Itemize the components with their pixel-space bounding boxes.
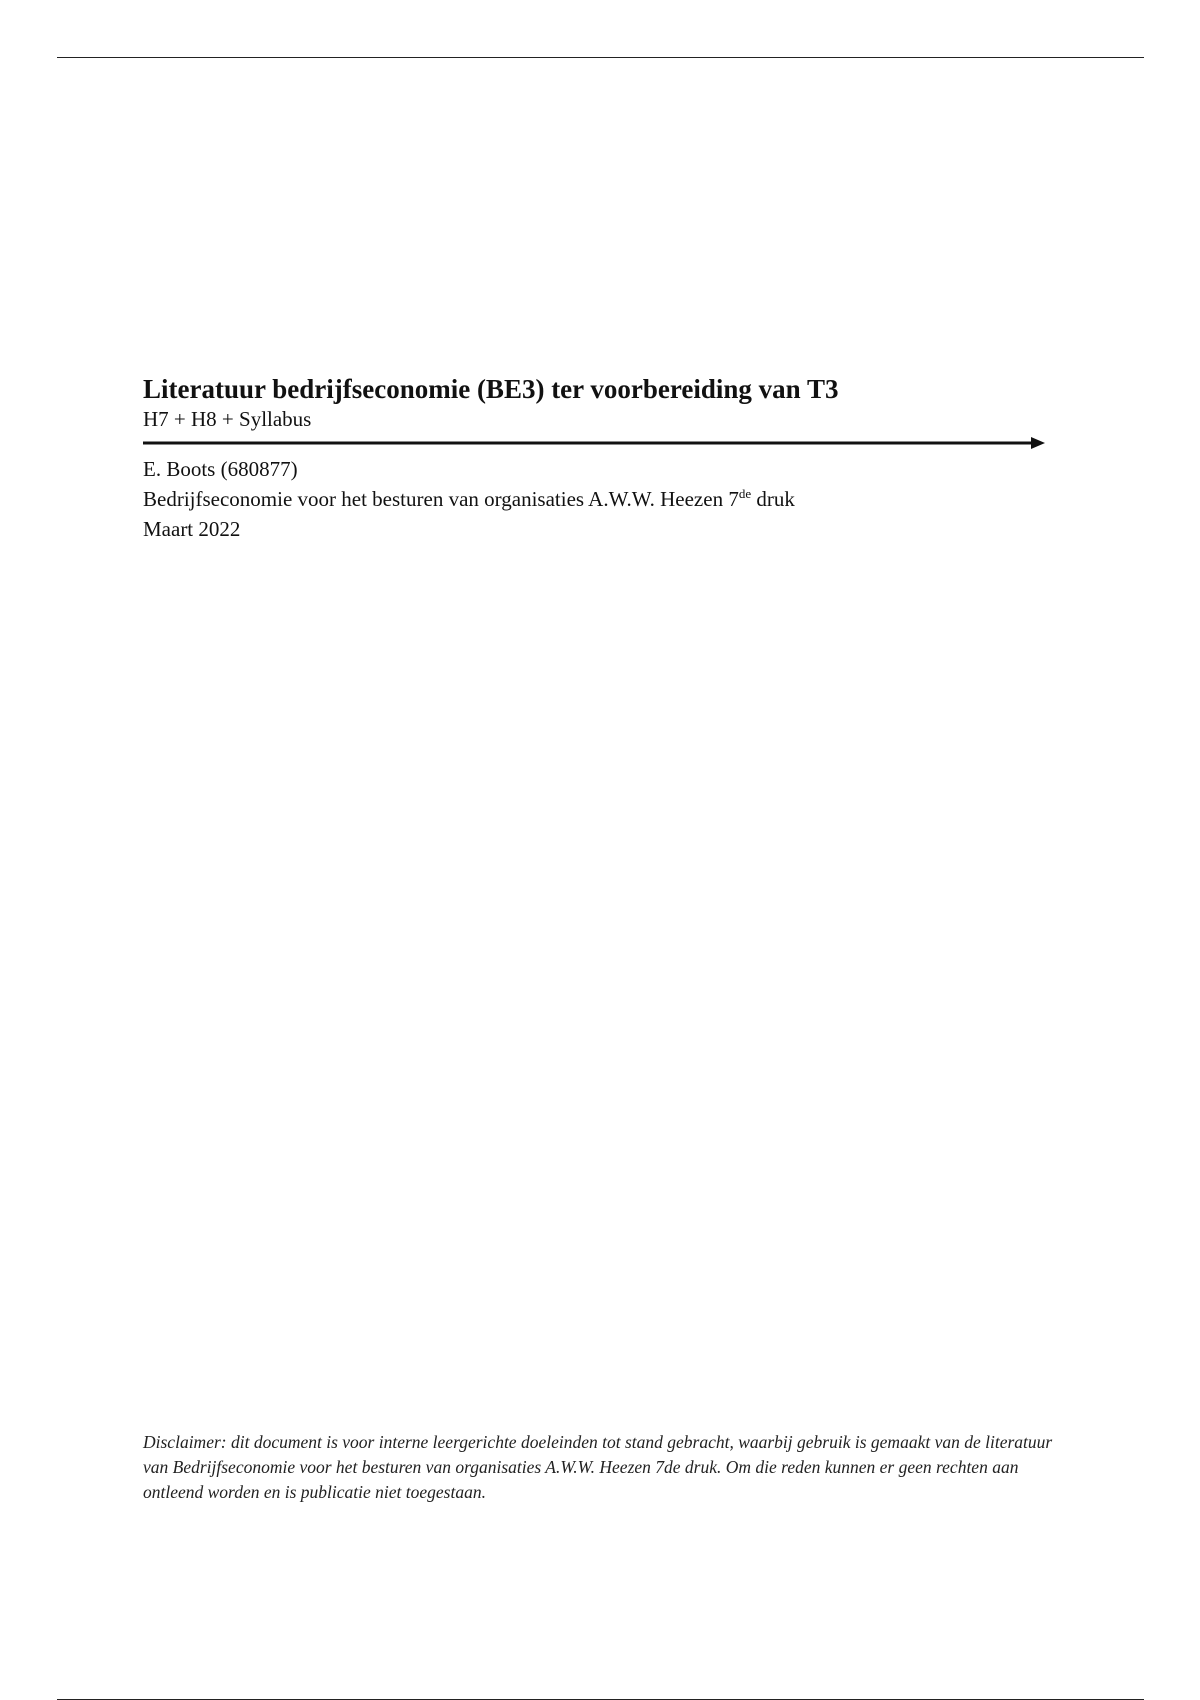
title-block [143, 372, 1063, 432]
disclaimer-text: Disclaimer: dit document is voor interne leergerichte doeleinden tot stand gebracht, waarbij gebruik is gemaakt van de literatuur van Bedrijfseconomie voor het besturen van organisaties A.W.W. Heezen 7de druk. Om die reden kunnen er geen rechten aan ontleend worden en is publicatie niet toegestaan. [143, 1432, 1053, 1502]
source-text: Bedrijfseconomie voor het besturen van organisaties A.W.W. Heezen 7 [143, 487, 739, 511]
document-subtitle: H7 + H8 + Syllabus [143, 407, 312, 431]
source-suffix: druk [751, 487, 795, 511]
document-title: Literatuur bedrijfseconomie (BE3) ter voorbereiding van T3 [143, 374, 839, 404]
document-meta [143, 454, 1103, 544]
date-line: Maart 2022 [143, 517, 241, 541]
author-line: E. Boots (680877) [143, 457, 298, 481]
page-top-rule [57, 57, 1144, 58]
title-arrow-divider [143, 433, 1045, 453]
edition-superscript: de [738, 486, 752, 501]
source-line [143, 484, 1103, 514]
